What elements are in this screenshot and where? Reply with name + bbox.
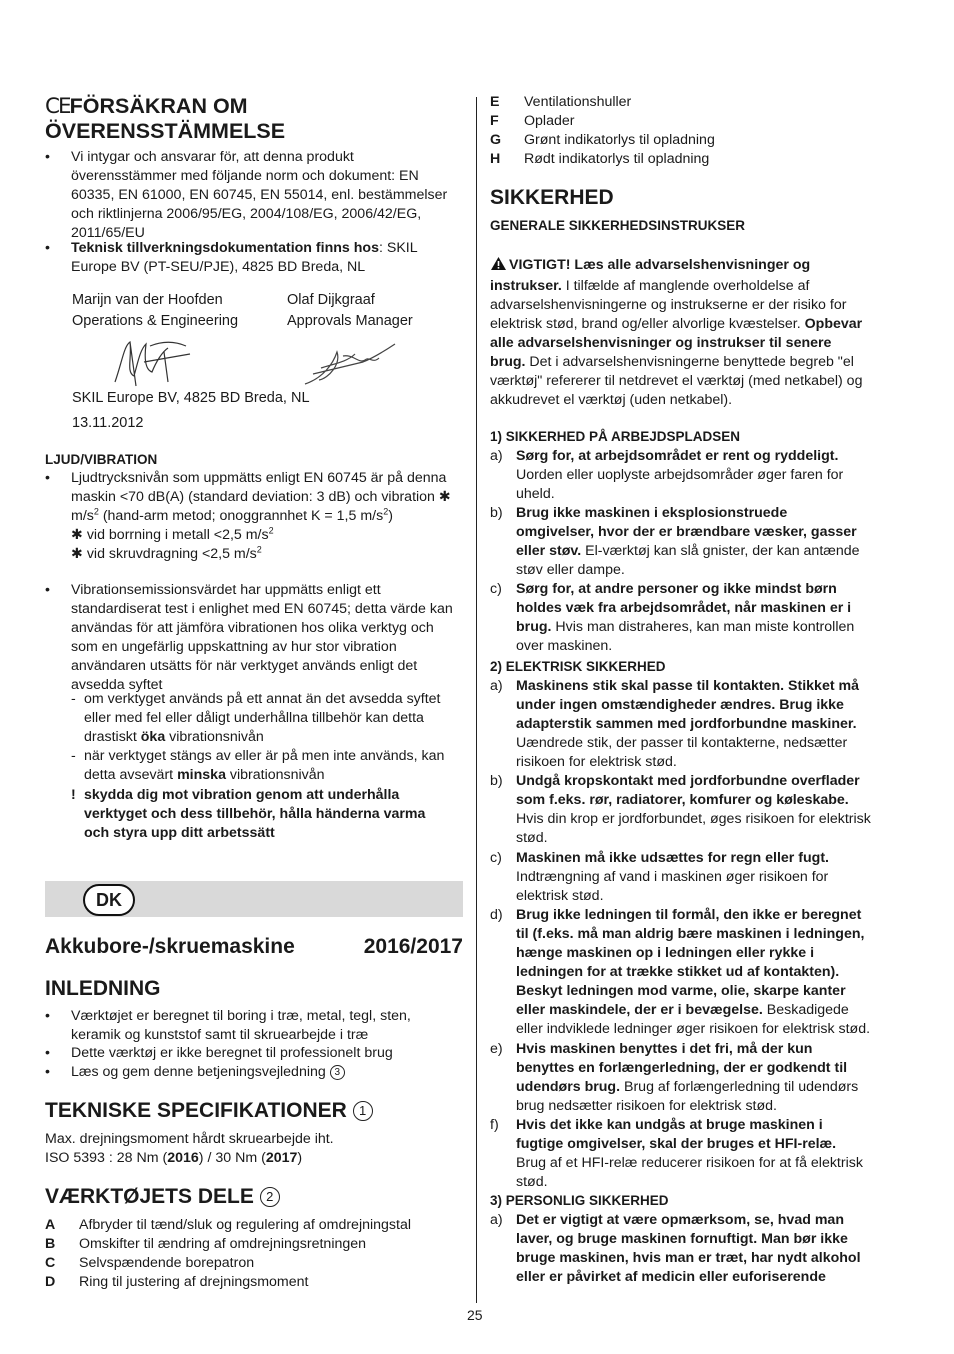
item-marker: a) — [490, 678, 503, 694]
item-marker: b) — [490, 773, 503, 789]
safety-item — [490, 849, 910, 906]
safety-item — [490, 906, 910, 1039]
item-line: benyttes en forlængerledning, der er godkendt til — [516, 1060, 848, 1076]
signature-date: 13.11.2012 — [72, 415, 144, 431]
item-line: hænge maskinen op i ledningen eller rykke i — [516, 945, 815, 961]
safety-item — [490, 1116, 910, 1192]
intro-bullet: • Værktøjet er beregnet til boring i træ, metal, tegl, sten, keramik og kunststof samt til skruearbejde i træ — [45, 1008, 411, 1043]
item-line: Undgå kropskontakt med jordforbundne overflader — [516, 773, 860, 789]
list-item: C Selvspændende borepatron — [45, 1255, 255, 1271]
item-line: under ingen omstændigheder ændres. Brug ikke — [516, 697, 844, 713]
safety-item — [490, 447, 910, 504]
item-line: fugtige omgivelser, skal der bruges et HFI-relæ. — [516, 1136, 837, 1152]
item-line: uheld. — [516, 486, 555, 502]
spec-text: Max. drejningsmoment hårdt skruearbejde iht. ISO 5393 : 28 Nm (2016) / 30 Nm (2017) — [45, 1131, 334, 1166]
spec-heading: TEKNISKE SPECIFIKATIONER 1 — [45, 1098, 373, 1124]
section-heading: LJUD/VIBRATION — [45, 452, 158, 467]
item-line: laver, og bruge maskinen fornuftigt. Man bør ikke — [516, 1231, 848, 1247]
item-line: elektrisk stød. — [516, 888, 604, 904]
item-line: ledningen for at trække stikket ud af kontakten). — [516, 964, 840, 980]
column-divider — [476, 97, 477, 1303]
item-marker: c) — [490, 850, 502, 866]
signature-2-text: Olaf Dijkgraaf Approvals Manager — [287, 292, 413, 329]
safety-item — [490, 677, 910, 772]
item-marker: c) — [490, 581, 502, 597]
vibration-bullet: • Vibrationsemissionsvärdet har uppmätts enligt ett standardiserat test i enlighet med EN 60745; detta värde kan användas för att jämföra vibrationen hos olika verktyg och som en ungefärlig uppskattning av hur stor vibration användaren utsätts för när verktyget används enligt det avsedda syftet — [45, 582, 453, 693]
item-line: Hvis maskinen benyttes i det fri, må der kun — [516, 1041, 813, 1057]
item-line: risikoen for elektrisk stød. — [516, 754, 677, 770]
item-line: eller støv. El-værktøj kan slå gnister, der kan antænde — [516, 543, 860, 559]
vibration-dash-item: - när verktyget stängs av eller är på men inte används, kan detta avsevärt minska vibrationsnivån — [71, 748, 445, 783]
item-line: Maskinen må ikke udsættes for regn eller fugt. — [516, 850, 829, 866]
vibration-dash-item: - om verktyget används på ett annat än det avsedda syftet eller med fel eller dåligt underhållna tillbehör kan detta drastiskt öka vibrationsnivån — [71, 691, 441, 745]
safety-item — [490, 504, 910, 580]
subsection-heading: 2) ELEKTRISK SIKKERHED — [490, 659, 666, 674]
item-line: Uændrede stik, der passer til kontakterne, nedsætter — [516, 735, 848, 751]
parts-list-left — [45, 1216, 463, 1292]
ce-mark-icon: CE — [45, 94, 70, 119]
list-item: D Ring til justering af drejningsmoment — [45, 1274, 309, 1290]
item-line: Brug af et HFI-relæ reducerer risikoen for at få elektrisk — [516, 1155, 863, 1171]
safety-item — [490, 1211, 910, 1287]
item-line: brug nedsætter risikoen for elektrisk stød. — [516, 1098, 777, 1114]
item-line: stød. — [516, 1174, 548, 1190]
safety-item — [490, 580, 910, 656]
intro-bullet: • Læs og gem denne betjeningsvejledning 3 — [45, 1063, 463, 1082]
item-line: over maskinen. — [516, 638, 613, 654]
item-line: omgivelser, hvor der er brændbare væsker, gasser — [516, 524, 857, 540]
item-line: Beskyt ledningen mod varme, olie, skarpe kanter — [516, 983, 846, 999]
item-line: Sørg for, at arbejdsområdet er rent og ryddeligt. — [516, 448, 839, 464]
safety-heading: SIKKERHED — [490, 186, 614, 209]
item-line: Sørg for, at andre personer og ikke mindst børn — [516, 581, 837, 597]
declaration-bullet: • Teknisk tillverkningsdokumentation finns hos: SKIL Europe BV (PT-SEU/PJE), 4825 BD Breda, NL — [45, 240, 418, 275]
list-item: B Omskifter til ændring af omdrejningsretningen — [45, 1236, 367, 1252]
warning-triangle-icon — [490, 256, 507, 277]
item-line: eller maskindele, der er i bevægelse. Beskadigede — [516, 1002, 849, 1018]
signature-2-image — [303, 334, 403, 390]
item-line: Hvis det ikke kan undgås at bruge maskinen i — [516, 1117, 823, 1133]
item-line: Brug ikke ledningen til formål, den ikke er beregnet — [516, 907, 862, 923]
item-line: stød. — [516, 830, 548, 846]
item-marker: a) — [490, 448, 503, 464]
exclamation-icon: ! — [71, 787, 76, 803]
item-line: som f.eks. rør, radiatorer, komfurer og køleskabe. — [516, 792, 849, 808]
intro-bullet: • Dette værktøj er ikke beregnet til professionelt brug — [45, 1045, 393, 1061]
list-item: E Ventilationshuller — [490, 94, 632, 110]
subsection-heading: 1) SIKKERHED PÅ ARBEJDSPLADSEN — [490, 429, 741, 444]
item-line: Uorden eller uoplyste arbejdsområder øger faren for — [516, 467, 844, 483]
item-line: Brug ikke maskinen i eksplosionstruede — [516, 505, 788, 521]
list-item: G Grønt indikatorlys til opladning — [490, 132, 715, 148]
item-marker: b) — [490, 505, 503, 521]
item-line: bruge maskinen, hvis man er træt, har nydt alkohol — [516, 1250, 861, 1266]
parts-list-right — [490, 93, 910, 169]
list-item: H Rødt indikatorlys til opladning — [490, 151, 710, 167]
safety-item — [490, 1040, 910, 1116]
item-line: eller indviklede ledninger øger risikoen for elektrisk stød. — [516, 1021, 871, 1037]
item-line: Hvis din krop er jordforbundet, øges risikoen for elektrisk — [516, 811, 871, 827]
safety-item — [490, 772, 910, 848]
language-bar — [45, 881, 463, 917]
declaration-bullet: • Vi intygar och ansvarar för, att denna produkt överensstämmer med följande norm och dokument: EN 60335, EN 61000, EN 60745, EN 55014, enl. bestämmelser och riktlinjerna 2006/95/EG, 2004/108/EG, 2006/42/EG, 2011/65/EU — [45, 149, 448, 241]
page-number: 25 — [467, 1307, 483, 1323]
product-title: Akkubore-/skruemaskine 2016/2017 — [45, 935, 463, 958]
subsection-heading: 3) PERSONLIG SIKKERHED — [490, 1193, 669, 1208]
item-marker: a) — [490, 1212, 503, 1228]
vibration-bullet: • Ljudtrycksnivån som uppmätts enligt EN 60745 är på denna maskin <70 dB(A) (standard deviation: 3 dB) och vibration ✱ $m/s^2$ (hand-arm metod; onoggrannhet K = 1,5 $m/s^2$) ✱ vid borrning i metall <2,5 $m/s^2$ ✱ vid skruvdragning <2,5 $m/s^2$ — [45, 470, 451, 562]
item-marker: e) — [490, 1041, 503, 1057]
parts-heading: VÆRKTØJETS DELE 2 — [45, 1184, 280, 1210]
item-line: udendørs brug. Brug af forlængerledning til udendørs — [516, 1079, 859, 1095]
intro-heading: INLEDNING — [45, 977, 161, 1000]
language-badge: DK — [83, 884, 135, 916]
general-warning: VIGTIGT! Læs alle advarselshenvisninger og instrukser. I tilfælde af manglende overholdelse af advarselshenvisningerne og instrukserne er der risiko for elektrisk stød, brand og/eller alvorlige kvæstelser. Opbevar alle advarselshenvisninger og instrukser til senere brug. Det i advarselshenvisningerne benyttede begreb "el værktøj" refererer til netdrevet el værktøj (med netkabel) og akkudrevet el værktøj (uden netkabel). — [490, 257, 863, 408]
item-line: Maskinens stik skal passe til kontakten. Stikket må — [516, 678, 860, 694]
item-line: adapterstik sammen med jordforbundne maskiner. — [516, 716, 857, 732]
list-item: A Afbryder til tænd/sluk og regulering af omdrejningstal — [45, 1217, 411, 1233]
item-line: til (f.eks. må man aldrig bære maskinen i ledningen, — [516, 926, 865, 942]
item-marker: d) — [490, 907, 503, 923]
signature-1-text: Marijn van der Hoofden Operations & Engineering — [72, 292, 239, 329]
item-line: støv eller dampe. — [516, 562, 625, 578]
list-item: F Oplader — [490, 113, 575, 129]
item-line: eller er påvirket af medicin eller euforiserende — [516, 1269, 826, 1285]
signature-1-image — [110, 332, 200, 390]
vibration-warning: ! skydda dig mot vibration genom att underhålla verktyget och dess tillbehör, hålla händerna varma och styra upp ditt arbetssätt — [71, 787, 426, 841]
declaration-title: CEFÖRSÄKRAN OM ÖVERENSSTÄMMELSE — [45, 94, 286, 143]
company-address: SKIL Europe BV, 4825 BD Breda, NL — [72, 390, 310, 406]
item-line: Indtrængning af vand i maskinen øger risikoen for — [516, 869, 829, 885]
item-marker: f) — [490, 1117, 499, 1133]
general-safety-heading: GENERALE SIKKERHEDSINSTRUKSER — [490, 218, 746, 233]
item-line: Det er vigtigt at være opmærksom, se, hvad man — [516, 1212, 844, 1228]
item-line: holdes væk fra arbejdsområdet, når maskinen er i — [516, 600, 852, 616]
item-line: brug. Hvis man distraheres, kan man miste kontrollen — [516, 619, 855, 635]
